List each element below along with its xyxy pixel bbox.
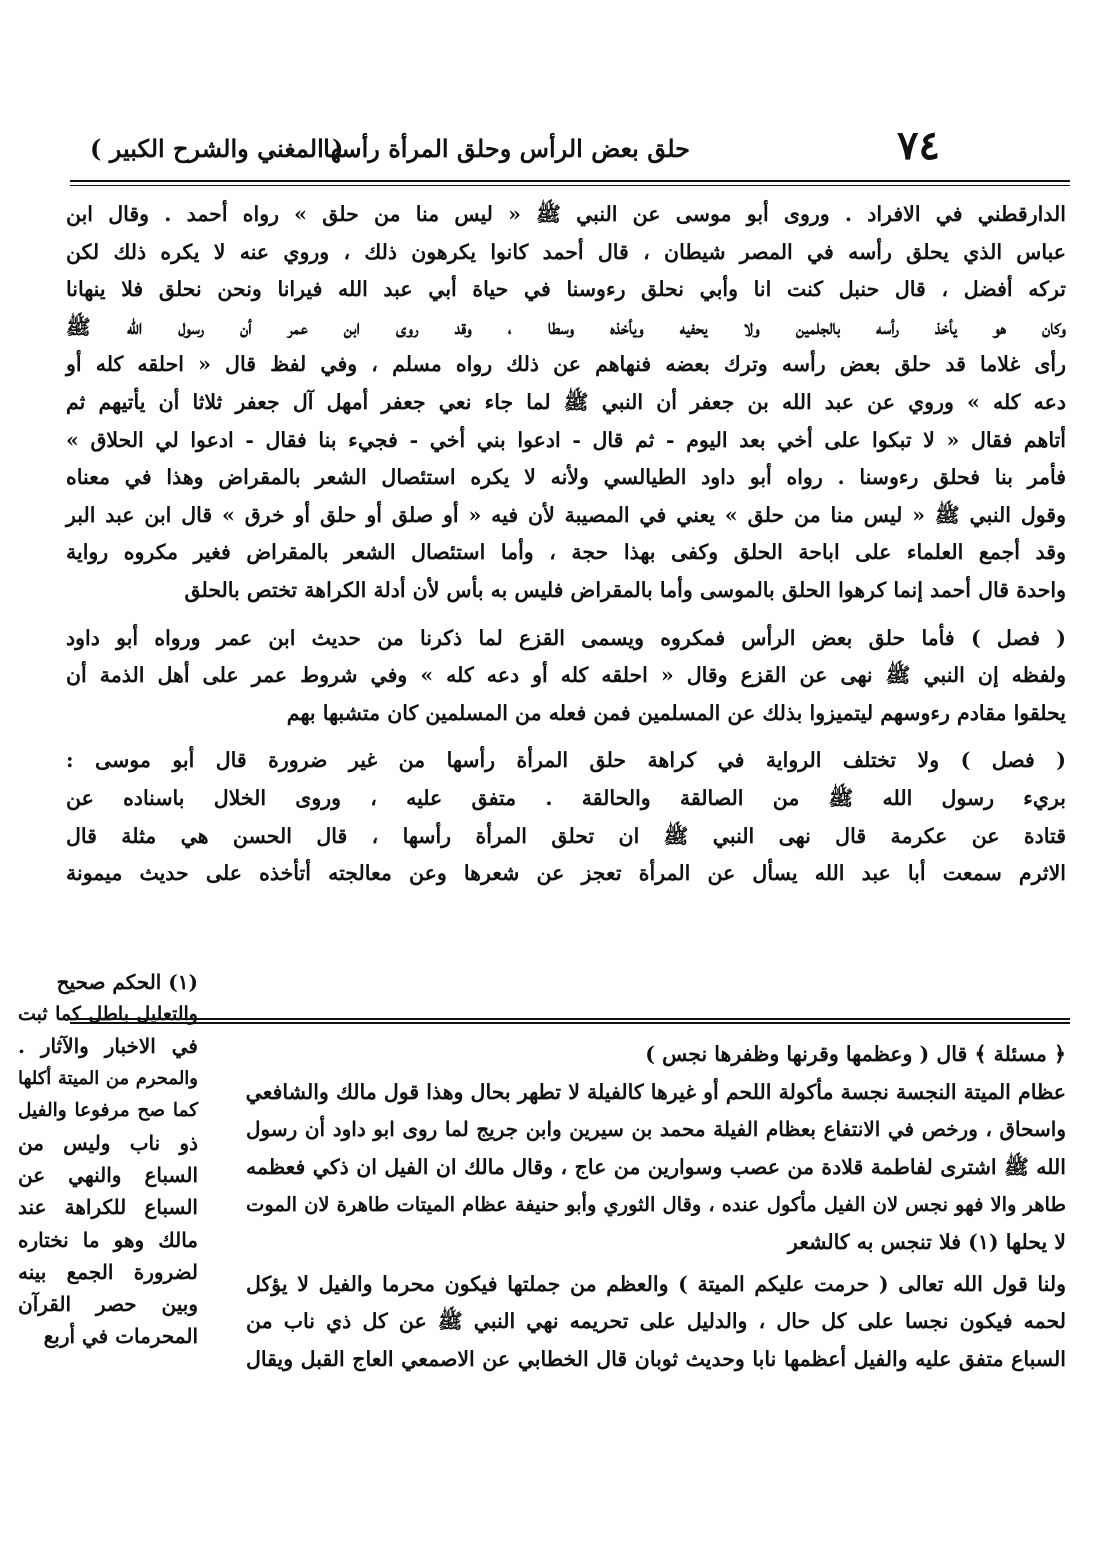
footnote-line: المحرمات في أربع bbox=[43, 1324, 198, 1349]
footnote-line: السباع والنهي عن bbox=[18, 1163, 198, 1188]
section-divider bbox=[70, 1018, 1070, 1024]
section-fasl-woman-shaving bbox=[66, 742, 1066, 892]
footnote-line: مالك وهو ما نختاره bbox=[18, 1227, 198, 1252]
paragraph-hadith bbox=[66, 196, 1066, 610]
text-line: ( فصل ) فأما حلق بعض الرأس فمكروه ويسمى القزع لما ذكرنا من حديث ابن عمر ورواه أبو داود bbox=[66, 625, 1066, 650]
section-masala bbox=[246, 1036, 1066, 1262]
text-line: الدارقطني في الافراد . وروى أبو موسى عن النبي ﷺ « ليس منا من حلق » رواه أحمد . وقال ابن bbox=[66, 202, 1066, 226]
text-line: ( فصل ) ولا تختلف الرواية في كراهة حلق المرأة رأسها من غير ضرورة قال أبو موسى : bbox=[66, 748, 1066, 773]
text-line: فأمر بنا فحلق رءوسنا . رواه أبو داود الطيالسي ولأنه لا يكره استئصال الشعر بالمقراض وهذا في معناه bbox=[66, 465, 1066, 490]
footnote-line: السباع للكراهة عند bbox=[18, 1195, 198, 1220]
text-line: يحلقوا مقادم رءوسهم ليتميزوا بذلك عن المسلمين فمن فعله من المسلمين كان متشبها بهم bbox=[286, 700, 1066, 725]
section-fasl-qaza bbox=[66, 620, 1066, 733]
section-walana bbox=[246, 1266, 1066, 1379]
text-line: أتاهم فقال « لا تبكوا على أخي بعد اليوم - ثم قال - ادعوا بني أخي - فجيء بنا فقال - ادعوا لي الحلاق » bbox=[66, 427, 1066, 452]
text-line: السباع متفق عليه والفيل أعظمها نابا وحديث ثوبان قال الخطابي عن الاصمعي العاج القبل ويقال bbox=[246, 1346, 1066, 1371]
text-line: لا يحلها (١) فلا تنجس به كالشعر bbox=[787, 1229, 1066, 1254]
footnote-line: لضرورة الجمع بينه bbox=[18, 1259, 198, 1284]
main-text bbox=[66, 196, 1066, 893]
masala-heading: ﴿ مسئلة ﴾ قال ( وعظمها وقرنها وظفرها نجس ) bbox=[645, 1042, 1066, 1066]
footnote-line: ذو ناب وليس من bbox=[18, 1131, 198, 1156]
running-title: حلق بعض الرأس وحلق المرأة رأسها bbox=[323, 134, 690, 163]
footnote-line: كما صح مرفوعا والفيل bbox=[18, 1099, 198, 1121]
text-line: واسحاق ، ورخص في الانتفاع بعظام الفيلة محمد بن سيرين وابن جريج لما روى ابو داود أن رسول bbox=[246, 1117, 1066, 1142]
page-header bbox=[70, 122, 1070, 174]
text-line: عظام الميتة النجسة نجسة مأكولة اللحم أو غيرها كالفيلة لا تطهر بحال وهذا قول مالك والشافعي bbox=[245, 1079, 1066, 1104]
text-line: عباس الذي يحلق رأسه في المصر شيطان ، قال أحمد كانوا يكرهون ذلك ، وروي عنه لا يكره ذلك لكن bbox=[66, 239, 1066, 264]
footnote-line: وبين حصر القرآن bbox=[18, 1292, 198, 1317]
text-line: الله ﷺ اشترى لفاطمة قلادة من عصب وسوارين من عاج ، وقال مالك ان الفيل ان ذكي فعظمه bbox=[246, 1154, 1066, 1179]
footnote-line: والتعليل باطل كما ثبت bbox=[18, 1003, 198, 1026]
text-line: تركه أفضل ، قال حنبل كنت انا وأبي نحلق رءوسنا في حياة أبي عبد الله فيرانا ونحن نحلق فلا ينهانا bbox=[66, 277, 1066, 302]
text-line: ولفظه إن النبي ﷺ نهى عن القزع وقال « احلقه كله أو دعه كله » وفي شروط عمر على أهل الذمة أن bbox=[66, 663, 1066, 688]
header-divider bbox=[70, 180, 1070, 186]
text-line: وقد أجمع العلماء على اباحة الحلق وكفى بهذا حجة ، وأما استئصال الشعر بالمقراض فغير مكروه رواية bbox=[66, 540, 1066, 565]
text-line: قتادة عن عكرمة قال نهى النبي ﷺ ان تحلق المرأة رأسها ، قال الحسن هي مثلة قال bbox=[66, 823, 1066, 848]
text-line: رأى غلاما قد حلق بعض رأسه وترك بعضه فنهاهم عن ذلك رواه مسلم ، وفي لفظ قال « احلقه كله أو bbox=[66, 352, 1066, 377]
footnote-line: في الاخبار والآثار . bbox=[18, 1034, 198, 1059]
lower-text bbox=[66, 1036, 1066, 1378]
text-line: دعه كله » وروي عن عبد الله بن جعفر أن النبي ﷺ لما جاء نعي جعفر أمهل آل جعفر ثلاثا أن يأتيهم ثم bbox=[66, 389, 1066, 414]
text-line: طاهر والا فهو نجس لان الفيل مأكول عنده ، وقال الثوري وأبو حنيفة عظام الميتات طاهرة لان الموت bbox=[246, 1193, 1066, 1217]
book-title: ( المغني والشرح الكبير ) bbox=[90, 134, 344, 163]
footnote-line: (١) الحكم صحيح bbox=[56, 970, 198, 994]
text-line: ولنا قول الله تعالى ( حرمت عليكم الميتة ) والعظم من جملتها فيكون محرما والفيل لا يؤكل bbox=[246, 1271, 1066, 1296]
footnote-line: والمحرم من الميتة أكلها bbox=[18, 1067, 198, 1089]
page-number: ٧٤ bbox=[897, 122, 940, 169]
text-line: الاثرم سمعت أبا عبد الله يسأل عن المرأة تعجز عن شعرها وعن معالجته أتأخذه على حديث ميمونة bbox=[66, 861, 1066, 886]
text-line: لحمه فيكون نجسا على كل حال ، والدليل على تحريمه نهي النبي ﷺ عن كل ذي ناب من bbox=[246, 1309, 1066, 1334]
text-line: واحدة قال أحمد إنما كرهوا الحلق بالموسى وأما بالمقراض فليس به بأس لأن أدلة الكراهة تختص بالحلق bbox=[184, 577, 1066, 602]
text-line: بريء رسول الله ﷺ من الصالقة والحالقة . متفق عليه ، وروى الخلال باسناده عن bbox=[66, 785, 1066, 810]
text-line: وكان هو يأخذ رأسه بالجلمين ولا يحفيه ويأخذه وسطا ، وقد روى ابن عمر أن رسول الله ﷺ bbox=[66, 314, 1066, 339]
text-line: وقول النبي ﷺ « ليس منا من حلق » يعني في المصيبة لأن فيه « أو صلق أو حلق أو خرق » قال ابن عبد البر bbox=[66, 502, 1066, 527]
